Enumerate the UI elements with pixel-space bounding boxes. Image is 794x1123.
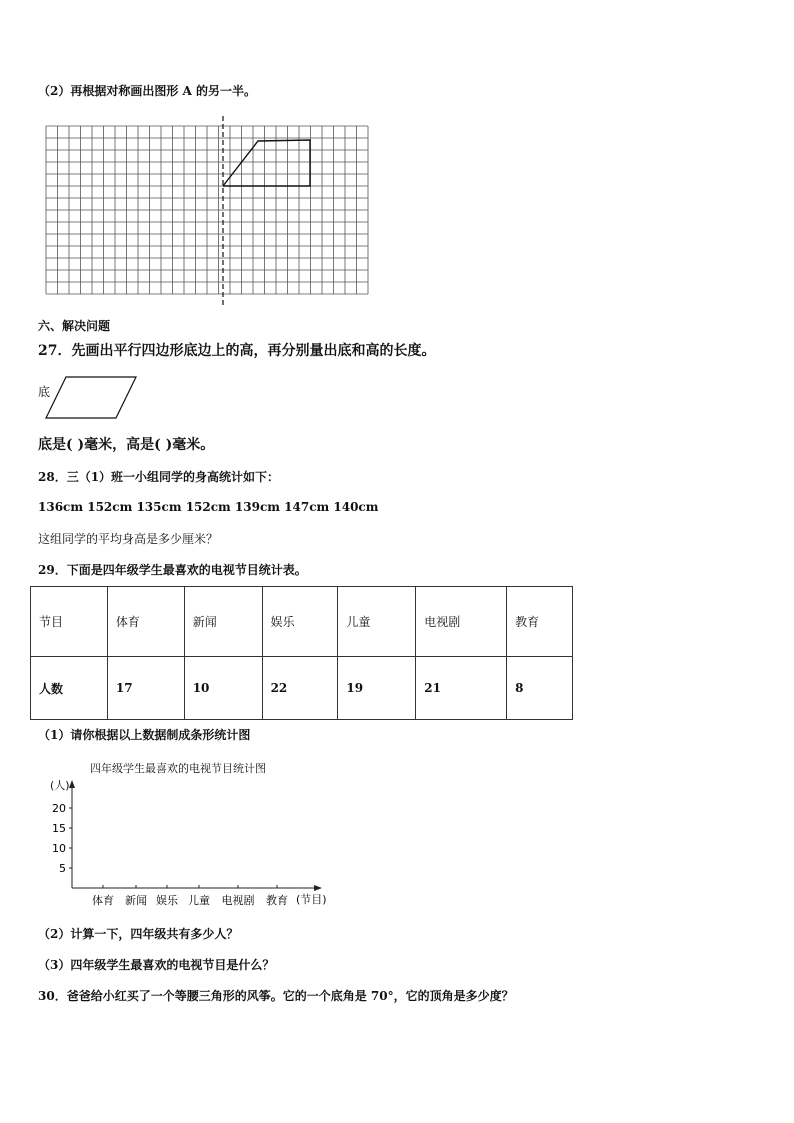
q29-sub3: （3）四年级学生最喜欢的电视节目是什么？ bbox=[38, 958, 275, 972]
section-heading: 六、解决问题 bbox=[38, 319, 111, 333]
q28-question: 这组同学的平均身高是多少厘米？ bbox=[38, 532, 219, 546]
table-cell: 节目 bbox=[31, 587, 108, 657]
x-tick-label: 体育 bbox=[92, 894, 114, 907]
table-cell: 电视剧 bbox=[416, 587, 507, 657]
y-tick-label: 5 bbox=[59, 862, 66, 875]
table-cell: 娱乐 bbox=[262, 587, 338, 657]
table-cell: 教育 bbox=[507, 587, 573, 657]
y-tick-label: 15 bbox=[52, 822, 66, 835]
x-tick-label: 电视剧 bbox=[221, 894, 255, 907]
y-tick-label: 10 bbox=[52, 842, 66, 855]
base-label: 底 bbox=[38, 385, 51, 399]
q27-text: 27．先画出平行四边形底边上的高，再分别量出底和高的长度。 bbox=[38, 343, 436, 359]
x-axis-arrow bbox=[314, 885, 322, 891]
q29-sub2: （2）计算一下，四年级共有多少人？ bbox=[38, 927, 239, 941]
y-axis-arrow bbox=[69, 780, 75, 788]
table-cell: 体育 bbox=[107, 587, 184, 657]
table-cell: 人数 bbox=[31, 657, 108, 720]
table-cell: 22 bbox=[262, 657, 338, 720]
q28-text: 28．三（1）班一小组同学的身高统计如下： bbox=[38, 470, 280, 484]
q29-sub1: （1）请你根据以上数据制成条形统计图 bbox=[38, 728, 251, 742]
x-tick-label: 娱乐 bbox=[156, 894, 178, 907]
table-cell: 8 bbox=[507, 657, 573, 720]
chart-x-label: (节目) bbox=[296, 893, 327, 906]
x-tick-label: 教育 bbox=[266, 894, 288, 907]
q30-text: 30．爸爸给小红买了一个等腰三角形的风筝。它的一个底角是 70°，它的顶角是多少度？ bbox=[38, 989, 514, 1003]
table-cell: 19 bbox=[338, 657, 416, 720]
table-cell: 新闻 bbox=[184, 587, 262, 657]
y-tick-label: 20 bbox=[52, 802, 66, 815]
x-tick-label: 新闻 bbox=[125, 894, 147, 907]
chart-title: 四年级学生最喜欢的电视节目统计图 bbox=[90, 762, 266, 775]
table-cell: 17 bbox=[107, 657, 184, 720]
chart-y-label: (人) bbox=[50, 779, 70, 792]
q29-text: 29．下面是四年级学生最喜欢的电视节目统计表。 bbox=[38, 563, 307, 577]
q27-answer: 底是( )毫米，高是( )毫米。 bbox=[38, 437, 215, 453]
table-cell: 儿童 bbox=[338, 587, 416, 657]
q26-part2-text: （2）再根据对称画出图形 A 的另一半。 bbox=[38, 84, 257, 98]
table-cell: 10 bbox=[184, 657, 262, 720]
q28-heights: 136cm 152cm 135cm 152cm 139cm 147cm 140cm bbox=[38, 500, 379, 514]
table-cell: 21 bbox=[416, 657, 507, 720]
x-tick-label: 儿童 bbox=[188, 894, 210, 907]
